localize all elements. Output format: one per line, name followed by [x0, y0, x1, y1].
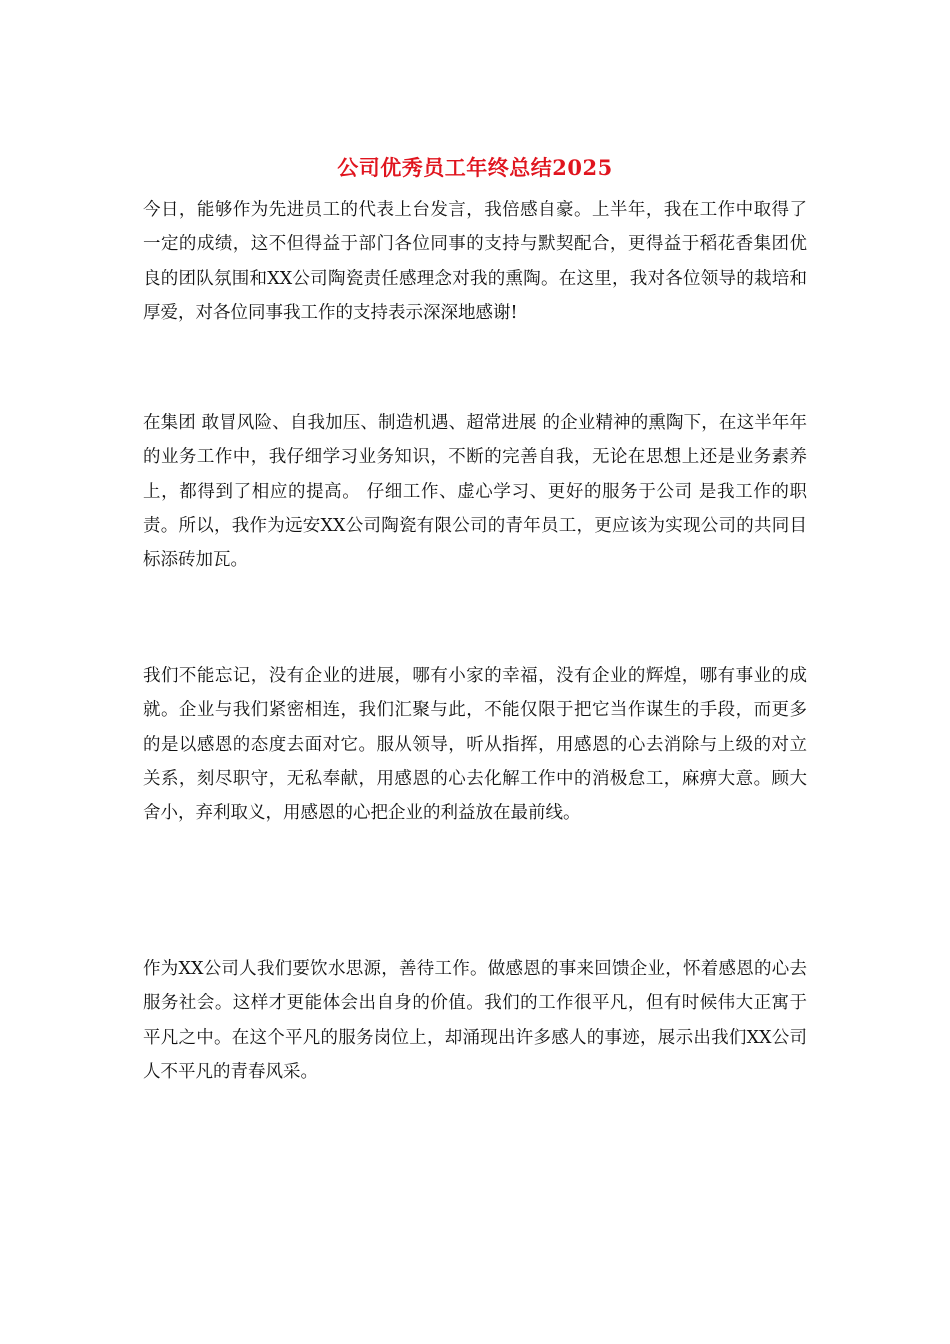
paragraph-2: 在集团 敢冒风险、自我加压、制造机遇、超常进展 的企业精神的熏陶下，在这半年年的业务工作中，我仔细学习业务知识，不断的完善自我，无论在思想上还是业务素养上，都得到了相应的提高。 仔细工作、虚心学习、更好的服务于公司 是我工作的职责。所以，我作为远安XX公司陶瓷有限公司的青年员工，更应该为实现公司的共同目标添砖加瓦。 — [143, 413, 807, 571]
paragraph-4: 作为XX公司人我们要饮水思源，善待工作。做感恩的事来回馈企业，怀着感恩的心去服务社会。这样才更能体会出自身的价值。我们的工作很平凡，但有时候伟大正寓于平凡之中。在这个平凡的服务岗位上，却涌现出许多感人的事迹，展示出我们XX公司人不平凡的青春风采。 — [143, 959, 807, 1082]
paragraph-3: 我们不能忘记，没有企业的进展，哪有小家的幸福，没有企业的辉煌，哪有事业的成就。企业与我们紧密相连，我们汇聚与此，不能仅限于把它当作谋生的手段，而更多的是以感恩的态度去面对它。服从领导，听从指挥，用感恩的心去消除与上级的对立关系，刻尽职守，无私奉献，用感恩的心去化解工作中的消极怠工，麻痹大意。顾大舍小，弃利取义，用感恩的心把企业的利益放在最前线。 — [143, 666, 807, 824]
paragraph-1: 今日，能够作为先进员工的代表上台发言，我倍感自豪。上半年，我在工作中取得了一定的成绩，这不但得益于部门各位同事的支持与默契配合，更得益于稻花香集团优良的团队氛围和XX公司陶瓷责任感理念对我的熏陶。在这里，我对各位领导的栽培和厚爱，对各位同事我工作的支持表示深深地感谢! — [143, 200, 807, 323]
document-title: 公司优秀员工年终总结2025 — [337, 155, 613, 180]
